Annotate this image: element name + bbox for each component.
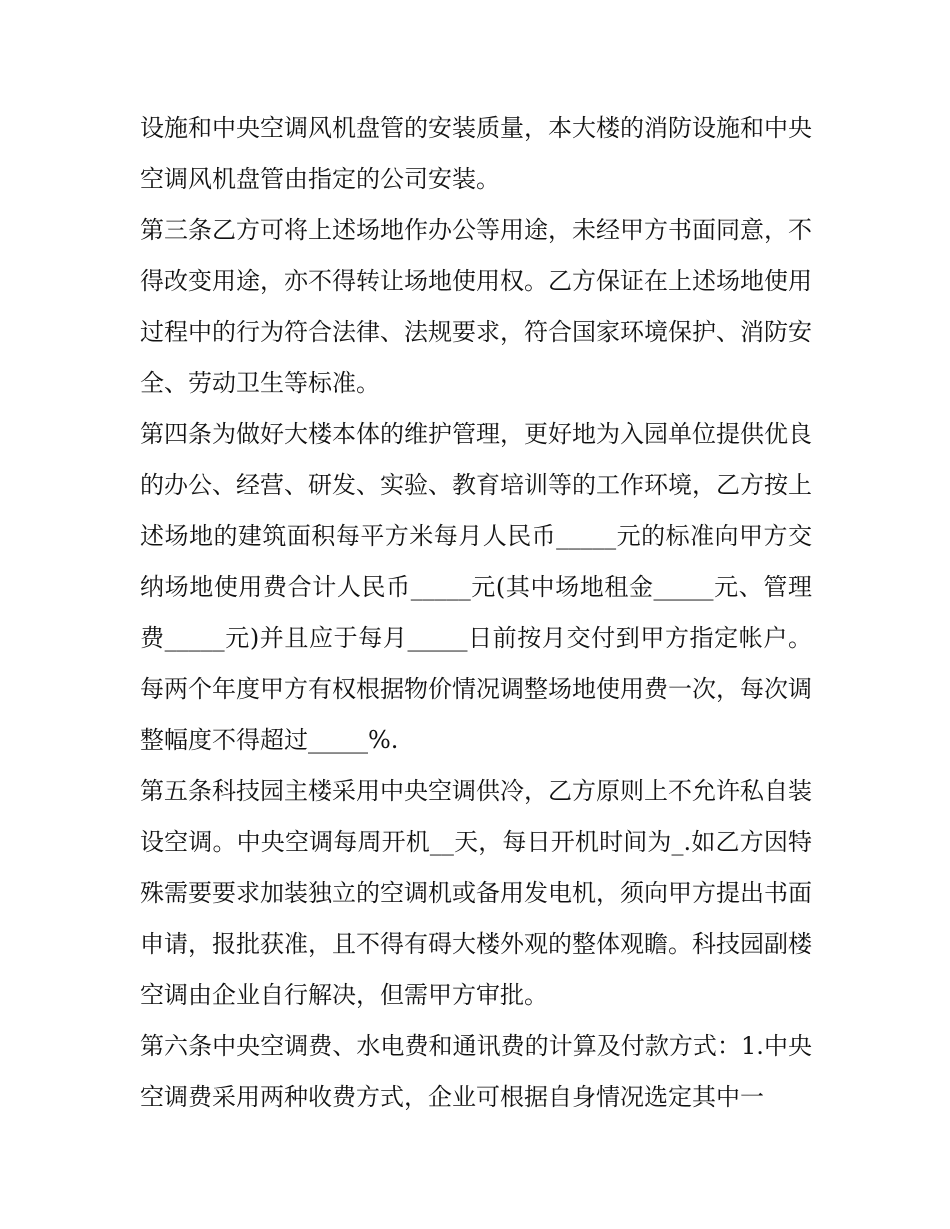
paragraph-article-3: 第三条乙方可将上述场地作办公等用途，未经甲方书面同意，不得改变用途，亦不得转让场地使用权。乙方保证在上述场地使用过程中的行为符合法律、法规要求，符合国家环境保护、消防安全、劳动卫生等标准。: [140, 216, 812, 397]
paragraph-article-5: 第五条科技园主楼采用中央空调供冷，乙方原则上不允许私自装设空调。中央空调每周开机__天，每日开机时间为_.如乙方因特殊需要要求加装独立的空调机或备用发电机，须向甲方提出书面申请，报批获准，且不得有碍大楼外观的整体观瞻。科技园副楼空调由企业自行解决，但需甲方审批。: [140, 777, 812, 1009]
paragraph-facilities: 设施和中央空调风机盘管的安装质量，本大楼的消防设施和中央空调风机盘管由指定的公司安装。: [140, 114, 812, 193]
document-body: [140, 103, 812, 1123]
paragraph-article-6: 第六条中央空调费、水电费和通讯费的计算及付款方式：1.中央空调费采用两种收费方式，企业可根据自身情况选定其中一: [140, 1032, 812, 1111]
paragraph-article-4: 第四条为做好大楼本体的维护管理，更好地为入园单位提供优良的办公、经营、研发、实验、教育培训等的工作环境，乙方按上述场地的建筑面积每平方米每月人民币_____元的标准向甲方交纳场地使用费合计人民币_____元(其中场地租金_____元、管理费_____元)并且应于每月_____日前按月交付到甲方指定帐户。每两个年度甲方有权根据物价情况调整场地使用费一次，每次调整幅度不得超过_____%.: [140, 420, 812, 754]
